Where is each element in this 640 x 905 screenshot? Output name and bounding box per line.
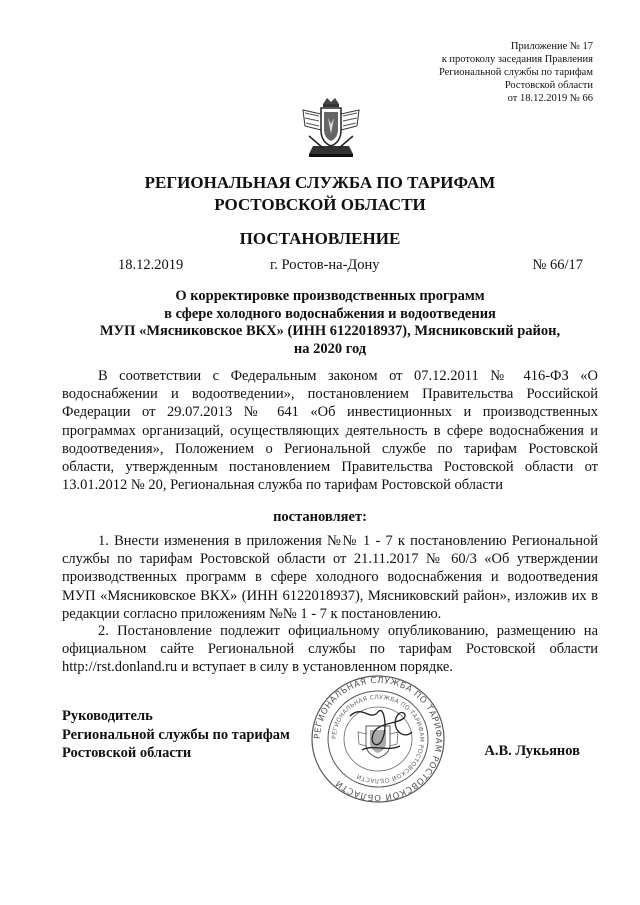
agency-name-line: РОСТОВСКОЙ ОБЛАСТИ — [214, 195, 426, 214]
signatory-title-line: Ростовской области — [62, 745, 192, 761]
appendix-line: Приложение № 17 — [510, 41, 593, 52]
agency-name — [0, 172, 640, 216]
stamp-inner-text: РЕГИОНАЛЬНАЯ СЛУЖБА ПО ТАРИФАМ РОСТОВСКОЙ ОБЛАСТИ — [330, 693, 426, 785]
stamp-outer-text: РЕГИОНАЛЬНАЯ СЛУЖБА ПО ТАРИФАМ РОСТОВСКОЙ ОБЛАСТИ — [312, 675, 444, 803]
document-number: № 66/17 — [532, 257, 583, 273]
document-date: 18.12.2019 — [118, 257, 184, 273]
document-type: ПОСТАНОВЛЕНИЕ — [239, 229, 401, 248]
subject-line: на 2020 год — [293, 340, 367, 357]
subject-line: в сфере холодного водоснабжения и водоотведения — [164, 305, 496, 322]
appendix-line: от 18.12.2019 № 66 — [507, 93, 593, 104]
signatory-title-line: Региональной службы по тарифам — [62, 726, 290, 743]
subject-line: О корректировке производственных программ — [175, 288, 485, 304]
signatory-title — [62, 707, 290, 763]
document-place: г. Ростов-на-Дону — [270, 257, 380, 273]
resolves-heading: постановляет: — [273, 509, 367, 525]
preamble-paragraph: В соответствии с Федеральным законом от 07.12.2011 № 416-ФЗ «О водоснабжении и водоотведении», постановлением Правительства Российской Федерации от 29.07.2013 № 641 «Об инвестиционных и производственных программах организаций, осуществляющих деятельность в сфере водоснабжения и водоотведения», Положением о Региональной службе по тарифам Ростовской области, утвержденным постановлением Правительства Ростовской области от 13.01.2012 № 20, Региональная служба по тарифам Ростовской области — [62, 368, 598, 494]
agency-name-line: РЕГИОНАЛЬНАЯ СЛУЖБА ПО ТАРИФАМ — [144, 173, 496, 192]
resolution-item: 1. Внести изменения в приложения №№ 1 - 7 к постановлению Региональной службы по тарифам Ростовской области от 21.11.2017 № 60/3 «Об утверждении производственных программ в сфере холодного водоснабжения и водоотведения МУП «Мясниковское ВКХ» (ИНН 6122018937), Мясниковский район», изложив их в редакции согласно приложениям №№ 1 - 7 к постановлению. — [62, 533, 598, 622]
signatory-name: А.В. Лукьянов — [484, 743, 580, 759]
subject-line: МУП «Мясниковское ВКХ» (ИНН 6122018937), Мясниковский район, — [99, 323, 561, 339]
appendix-line: Ростовской области — [504, 80, 593, 91]
appendix-line: к протоколу заседания Правления — [441, 54, 593, 65]
appendix-line: Региональной службы по тарифам — [438, 67, 593, 78]
official-stamp — [308, 674, 448, 804]
coat-of-arms-icon — [299, 96, 363, 158]
signatory-title-line: Руководитель — [62, 708, 153, 724]
document-subject — [60, 288, 600, 358]
appendix-reference — [439, 40, 593, 105]
resolution-item: 2. Постановление подлежит официальному опубликованию, размещению на официальном сайте Региональной службы по тарифам Ростовской области http://rst.donland.ru и вступает в силу в установленном порядке. — [62, 623, 598, 676]
